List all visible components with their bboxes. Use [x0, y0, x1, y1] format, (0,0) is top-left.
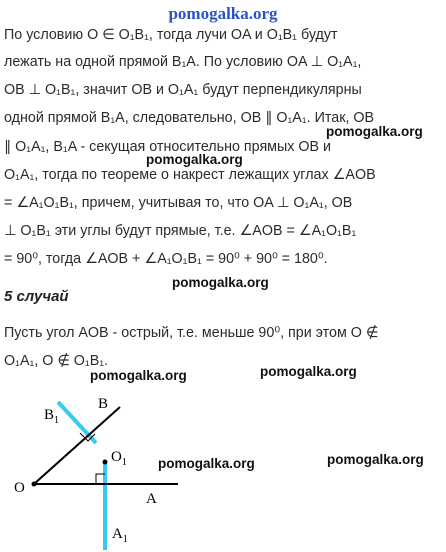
label-b: B — [98, 396, 109, 412]
label-a1: $A_1$ — [112, 526, 128, 545]
watermark: pomogalka.org — [172, 275, 269, 290]
site-header: pomogalka.org — [168, 4, 278, 23]
case-text-line-1: Пусть угол AOB - острый, т.е. меньше 90⁰, при этом O ∉ — [4, 325, 379, 341]
watermark: pomogalka.org — [327, 452, 424, 467]
case-text-line-2: O₁A₁, O ∉ O₁B₁. — [4, 353, 109, 369]
watermark: pomogalka.org — [90, 368, 187, 383]
text-line-3: OB ⊥ O₁B₁, значит OB и O₁A₁ будут перпендикулярны — [4, 82, 362, 98]
text-line-5: ∥ O₁A₁, B₁A - секущая относительно прямых OB и — [4, 139, 332, 155]
text-line-1: По условию O ∈ O₁B₁, тогда лучи OA и O₁B₁ будут — [4, 27, 338, 43]
watermark: pomogalka.org — [146, 152, 243, 167]
text-line-8: ⊥ O₁B₁ эти углы будут прямые, т.е. ∠AOB = ∠A₁O₁B₁ — [4, 223, 357, 239]
text-line-4: одной прямой B₁A, следовательно, OB ∥ O₁A₁. Итак, OB — [4, 110, 375, 126]
watermark: pomogalka.org — [158, 456, 255, 471]
label-o: O — [14, 480, 25, 496]
segment-o1b1 — [58, 402, 96, 443]
text-line-6: O₁A₁, тогда по теореме о накрест лежащих углах ∠AOB — [4, 167, 376, 183]
text-line-2: лежать на одной прямой B₁A. По условию OA ⊥ O₁A₁, — [4, 54, 362, 70]
case-heading: 5 случай — [4, 288, 69, 305]
text-line-7: = ∠A₁O₁B₁, причем, учитывая то, что OA ⊥ O₁A₁, OB — [4, 195, 353, 211]
watermark: pomogalka.org — [260, 364, 357, 379]
watermark: pomogalka.org — [326, 124, 423, 139]
point-o — [32, 482, 37, 487]
label-o1: $O_1$ — [111, 449, 127, 468]
label-b1: $B_1$ — [44, 407, 60, 426]
point-o1 — [103, 460, 108, 465]
text-line-9: = 90⁰, тогда ∠AOB + ∠A₁O₁B₁ = 90⁰ + 90⁰ = 180⁰. — [4, 251, 328, 267]
label-a: A — [146, 491, 157, 507]
